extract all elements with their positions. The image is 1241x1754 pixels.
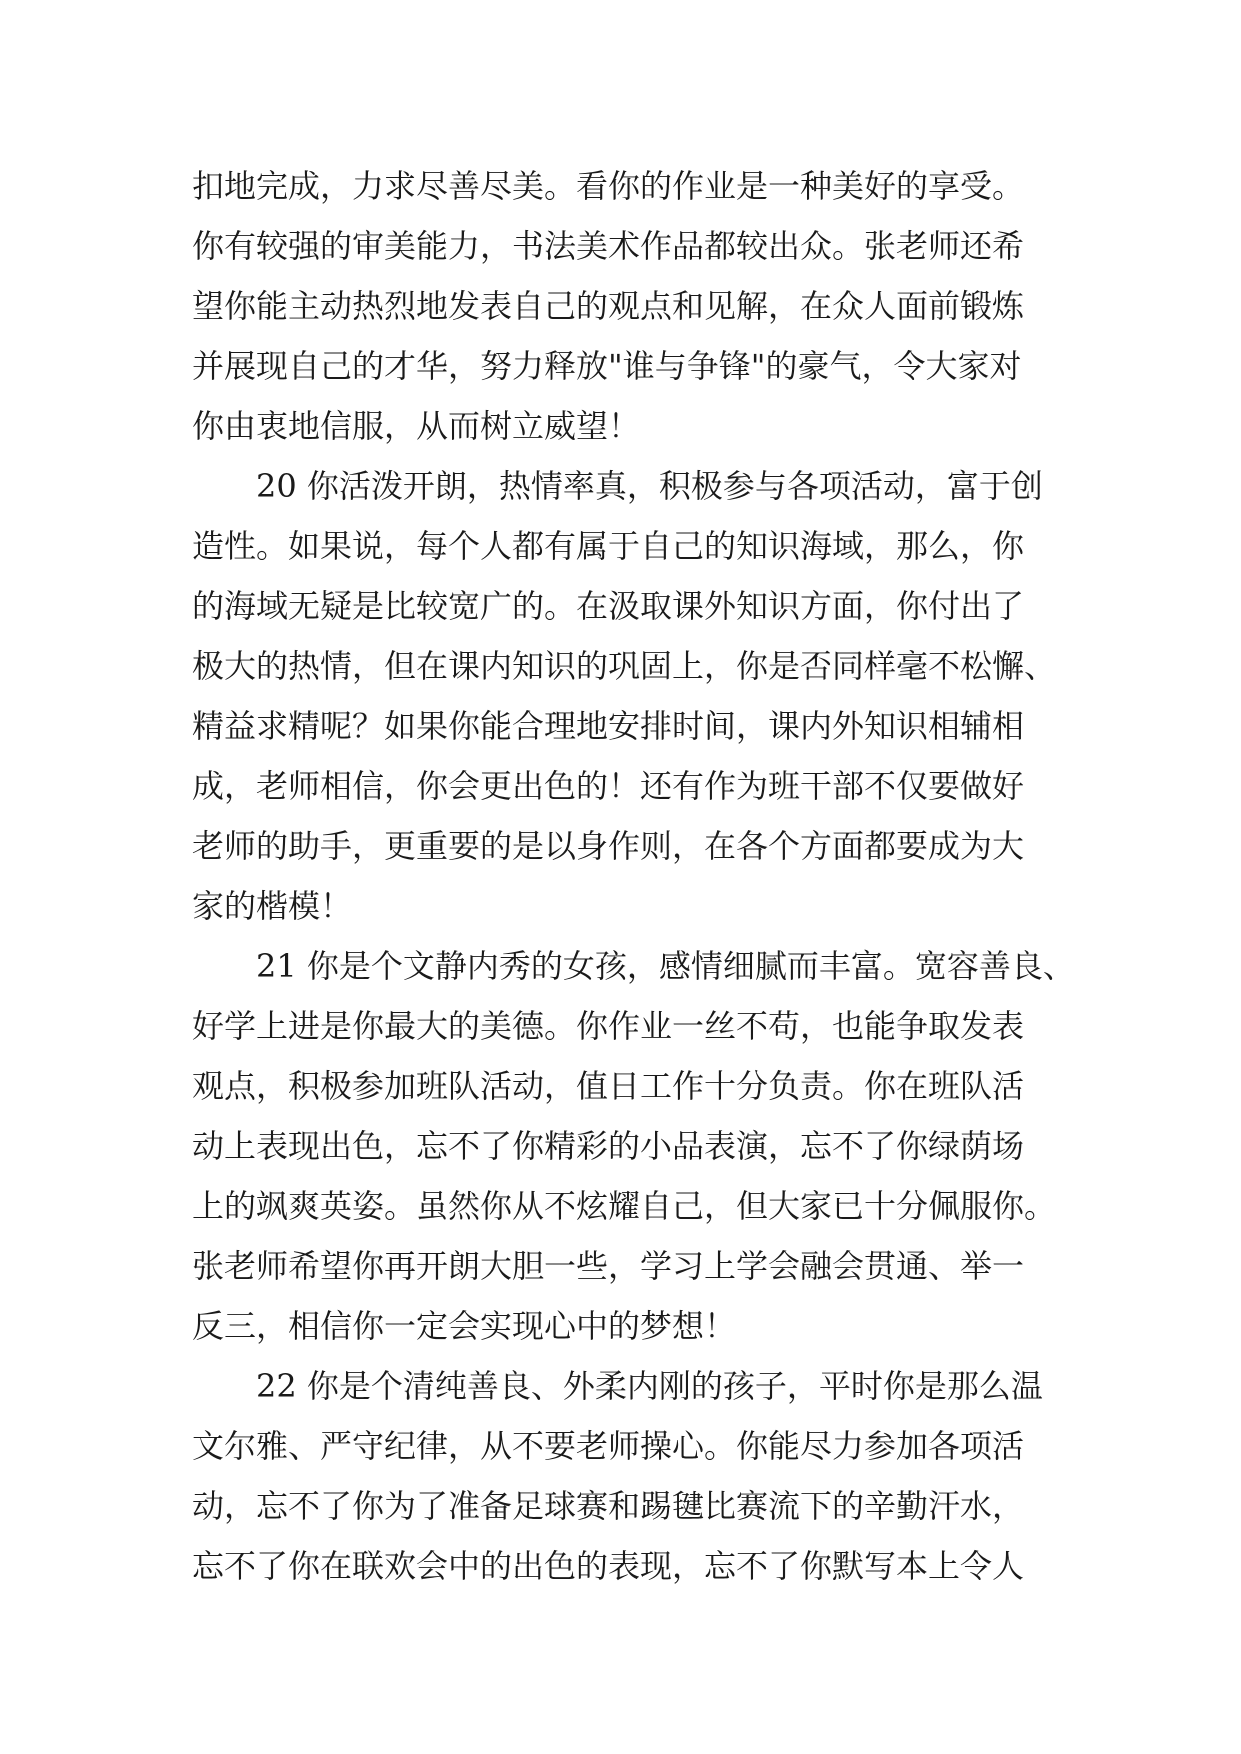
- text-line: 扣地完成，力求尽善尽美。看你的作业是一种美好的享受。: [192, 167, 1025, 205]
- text-line: 精益求精呢？如果你能合理地安排时间，课内外知识相辅相: [192, 707, 1025, 745]
- text-line: 家的楷模！: [192, 887, 353, 925]
- text-line: 张老师希望你再开朗大胆一些，学习上学会融会贯通、举一: [192, 1247, 1025, 1285]
- text-line: 老师的助手，更重要的是以身作则，在各个方面都要成为大: [192, 827, 1025, 865]
- text-line: 并展现自己的才华，努力释放"谁与争锋"的豪气，令大家对: [192, 347, 1022, 385]
- document-body: [192, 156, 1075, 1596]
- text-line: 你由衷地信服，从而树立威望！: [192, 407, 641, 445]
- text-line: 望你能主动热烈地发表自己的观点和见解，在众人面前锻炼: [192, 287, 1025, 325]
- text-line: 反三，相信你一定会实现心中的梦想！: [192, 1307, 737, 1345]
- text-line: 极大的热情，但在课内知识的巩固上，你是否同样毫不松懈、: [192, 647, 1057, 685]
- text-line: 动，忘不了你为了准备足球赛和踢毽比赛流下的辛勤汗水，: [192, 1487, 1025, 1525]
- text-line: 动上表现出色，忘不了你精彩的小品表演，忘不了你绿荫场: [192, 1127, 1025, 1165]
- text-line: 造性。如果说，每个人都有属于自己的知识海域，那么，你: [192, 527, 1025, 565]
- paragraph-start-21: 21 你是个文静内秀的女孩，感情细腻而丰富。宽容善良、: [256, 947, 1075, 985]
- paragraph-start-20: 20 你活泼开朗，热情率真，积极参与各项活动，富于创: [256, 467, 1043, 505]
- text-line: 观点，积极参加班队活动，值日工作十分负责。你在班队活: [192, 1067, 1025, 1105]
- paragraph-start-22: 22 你是个清纯善良、外柔内刚的孩子，平时你是那么温: [256, 1367, 1043, 1405]
- text-line: 忘不了你在联欢会中的出色的表现，忘不了你默写本上令人: [192, 1547, 1025, 1585]
- text-line: 文尔雅、严守纪律，从不要老师操心。你能尽力参加各项活: [192, 1427, 1025, 1465]
- text-line: 上的飒爽英姿。虽然你从不炫耀自己，但大家已十分佩服你。: [192, 1187, 1057, 1225]
- text-line: 好学上进是你最大的美德。你作业一丝不苟，也能争取发表: [192, 1007, 1025, 1045]
- text-line: 你有较强的审美能力，书法美术作品都较出众。张老师还希: [192, 227, 1025, 265]
- text-line: 成，老师相信，你会更出色的！还有作为班干部不仅要做好: [192, 767, 1025, 805]
- text-line: 的海域无疑是比较宽广的。在汲取课外知识方面，你付出了: [192, 587, 1025, 625]
